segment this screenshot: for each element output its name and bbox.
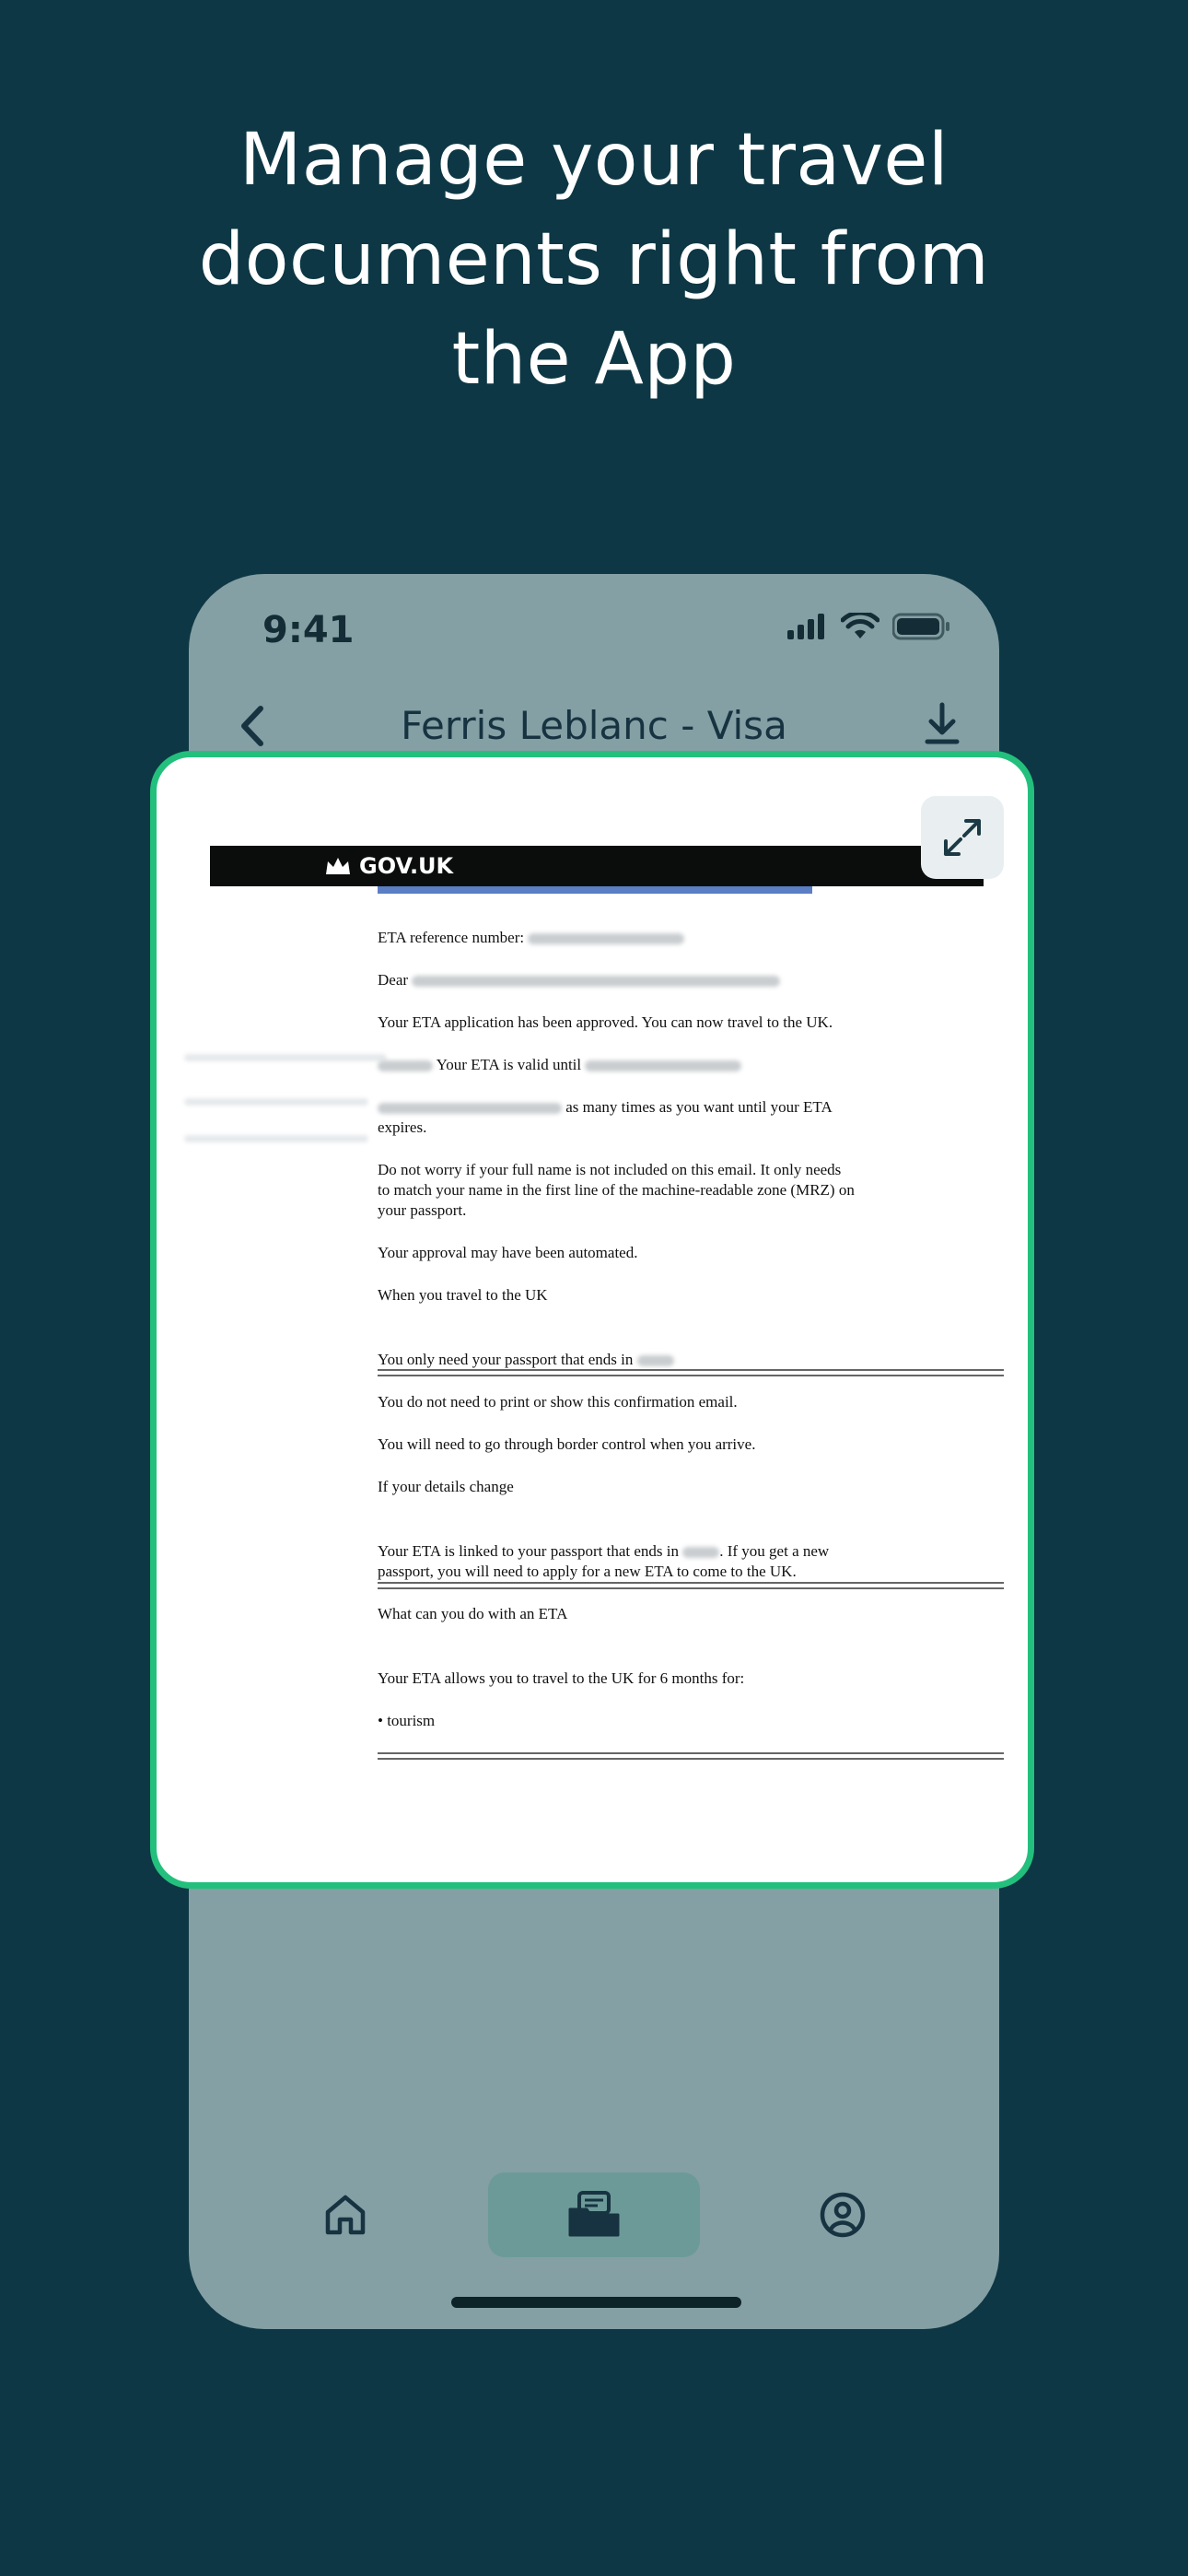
gov-brand: GOV.UK: [359, 853, 454, 879]
battery-icon: [892, 613, 951, 640]
doc-line-tourism: • tourism: [378, 1712, 436, 1729]
blurred-line: [184, 1098, 368, 1106]
blurred-line: [184, 1135, 368, 1142]
headline-line-3: the App: [451, 318, 737, 401]
doc-line-dear: Dear: [378, 970, 856, 990]
tab-home[interactable]: [281, 2172, 410, 2257]
headline-line-1: Manage your travel: [239, 119, 949, 202]
tab-documents[interactable]: [488, 2172, 700, 2257]
wifi-icon: [841, 613, 879, 640]
doc-line-allows: Your ETA allows you to travel to the UK for 6 months for:: [378, 1669, 745, 1687]
gov-logo: [324, 846, 453, 886]
doc-line-no-print: You do not need to print or show this confirmation email.: [378, 1393, 738, 1411]
document-preview[interactable]: [150, 751, 1034, 1889]
expand-icon: [940, 815, 984, 860]
doc-line-linked: Your ETA is linked to your passport that ends in . If you get a new passport, you will need to apply for a new ETA to come to the UK.: [378, 1542, 830, 1580]
status-time: 9:41: [262, 609, 355, 651]
user-circle-icon: [819, 2191, 867, 2239]
tab-profile[interactable]: [778, 2172, 907, 2257]
doc-line-border: You will need to go through border control when you arrive.: [378, 1435, 756, 1453]
status-icons: [787, 613, 951, 640]
document-body: [378, 928, 856, 1753]
divider: [378, 1752, 1004, 1760]
headline-line-2: documents right from: [198, 218, 990, 301]
doc-line-passport-ends: You only need your passport that ends in: [378, 1350, 856, 1370]
doc-line-what-can: What can you do with an ETA: [378, 1605, 568, 1622]
bottom-nav: [189, 2172, 999, 2265]
doc-line-automated: Your approval may have been automated.: [378, 1244, 638, 1261]
divider: [378, 1582, 1004, 1589]
doc-line-approved: Your ETA application has been approved. You can now travel to the UK.: [378, 1013, 833, 1031]
crown-icon: [324, 856, 352, 876]
doc-line-fullname: Do not worry if your full name is not included on this email. It only needs to match your name in the first line of the machine-readable zone (MRZ) on your passport.: [378, 1161, 855, 1219]
home-icon: [322, 2192, 368, 2238]
home-indicator: [451, 2297, 741, 2308]
expand-button[interactable]: [921, 796, 1004, 879]
gov-accent-line: [378, 886, 812, 894]
doc-line-details-change: If your details change: [378, 1478, 514, 1495]
divider: [378, 1369, 1004, 1376]
page-title: Ferris Leblanc - Visa: [401, 703, 787, 748]
doc-line-when-travel: When you travel to the UK: [378, 1286, 548, 1304]
download-icon: [922, 701, 962, 747]
doc-line-valid: Your ETA is valid until: [378, 1055, 856, 1075]
doc-line-travel-many: as many times as you want until your ETA expires.: [378, 1098, 832, 1136]
blurred-line: [184, 1054, 387, 1061]
download-button[interactable]: [922, 701, 962, 751]
signal-icon: [787, 614, 828, 639]
folder-icon: [568, 2191, 620, 2239]
doc-line-ref: ETA reference number:: [378, 928, 856, 948]
headline: [0, 111, 1188, 409]
